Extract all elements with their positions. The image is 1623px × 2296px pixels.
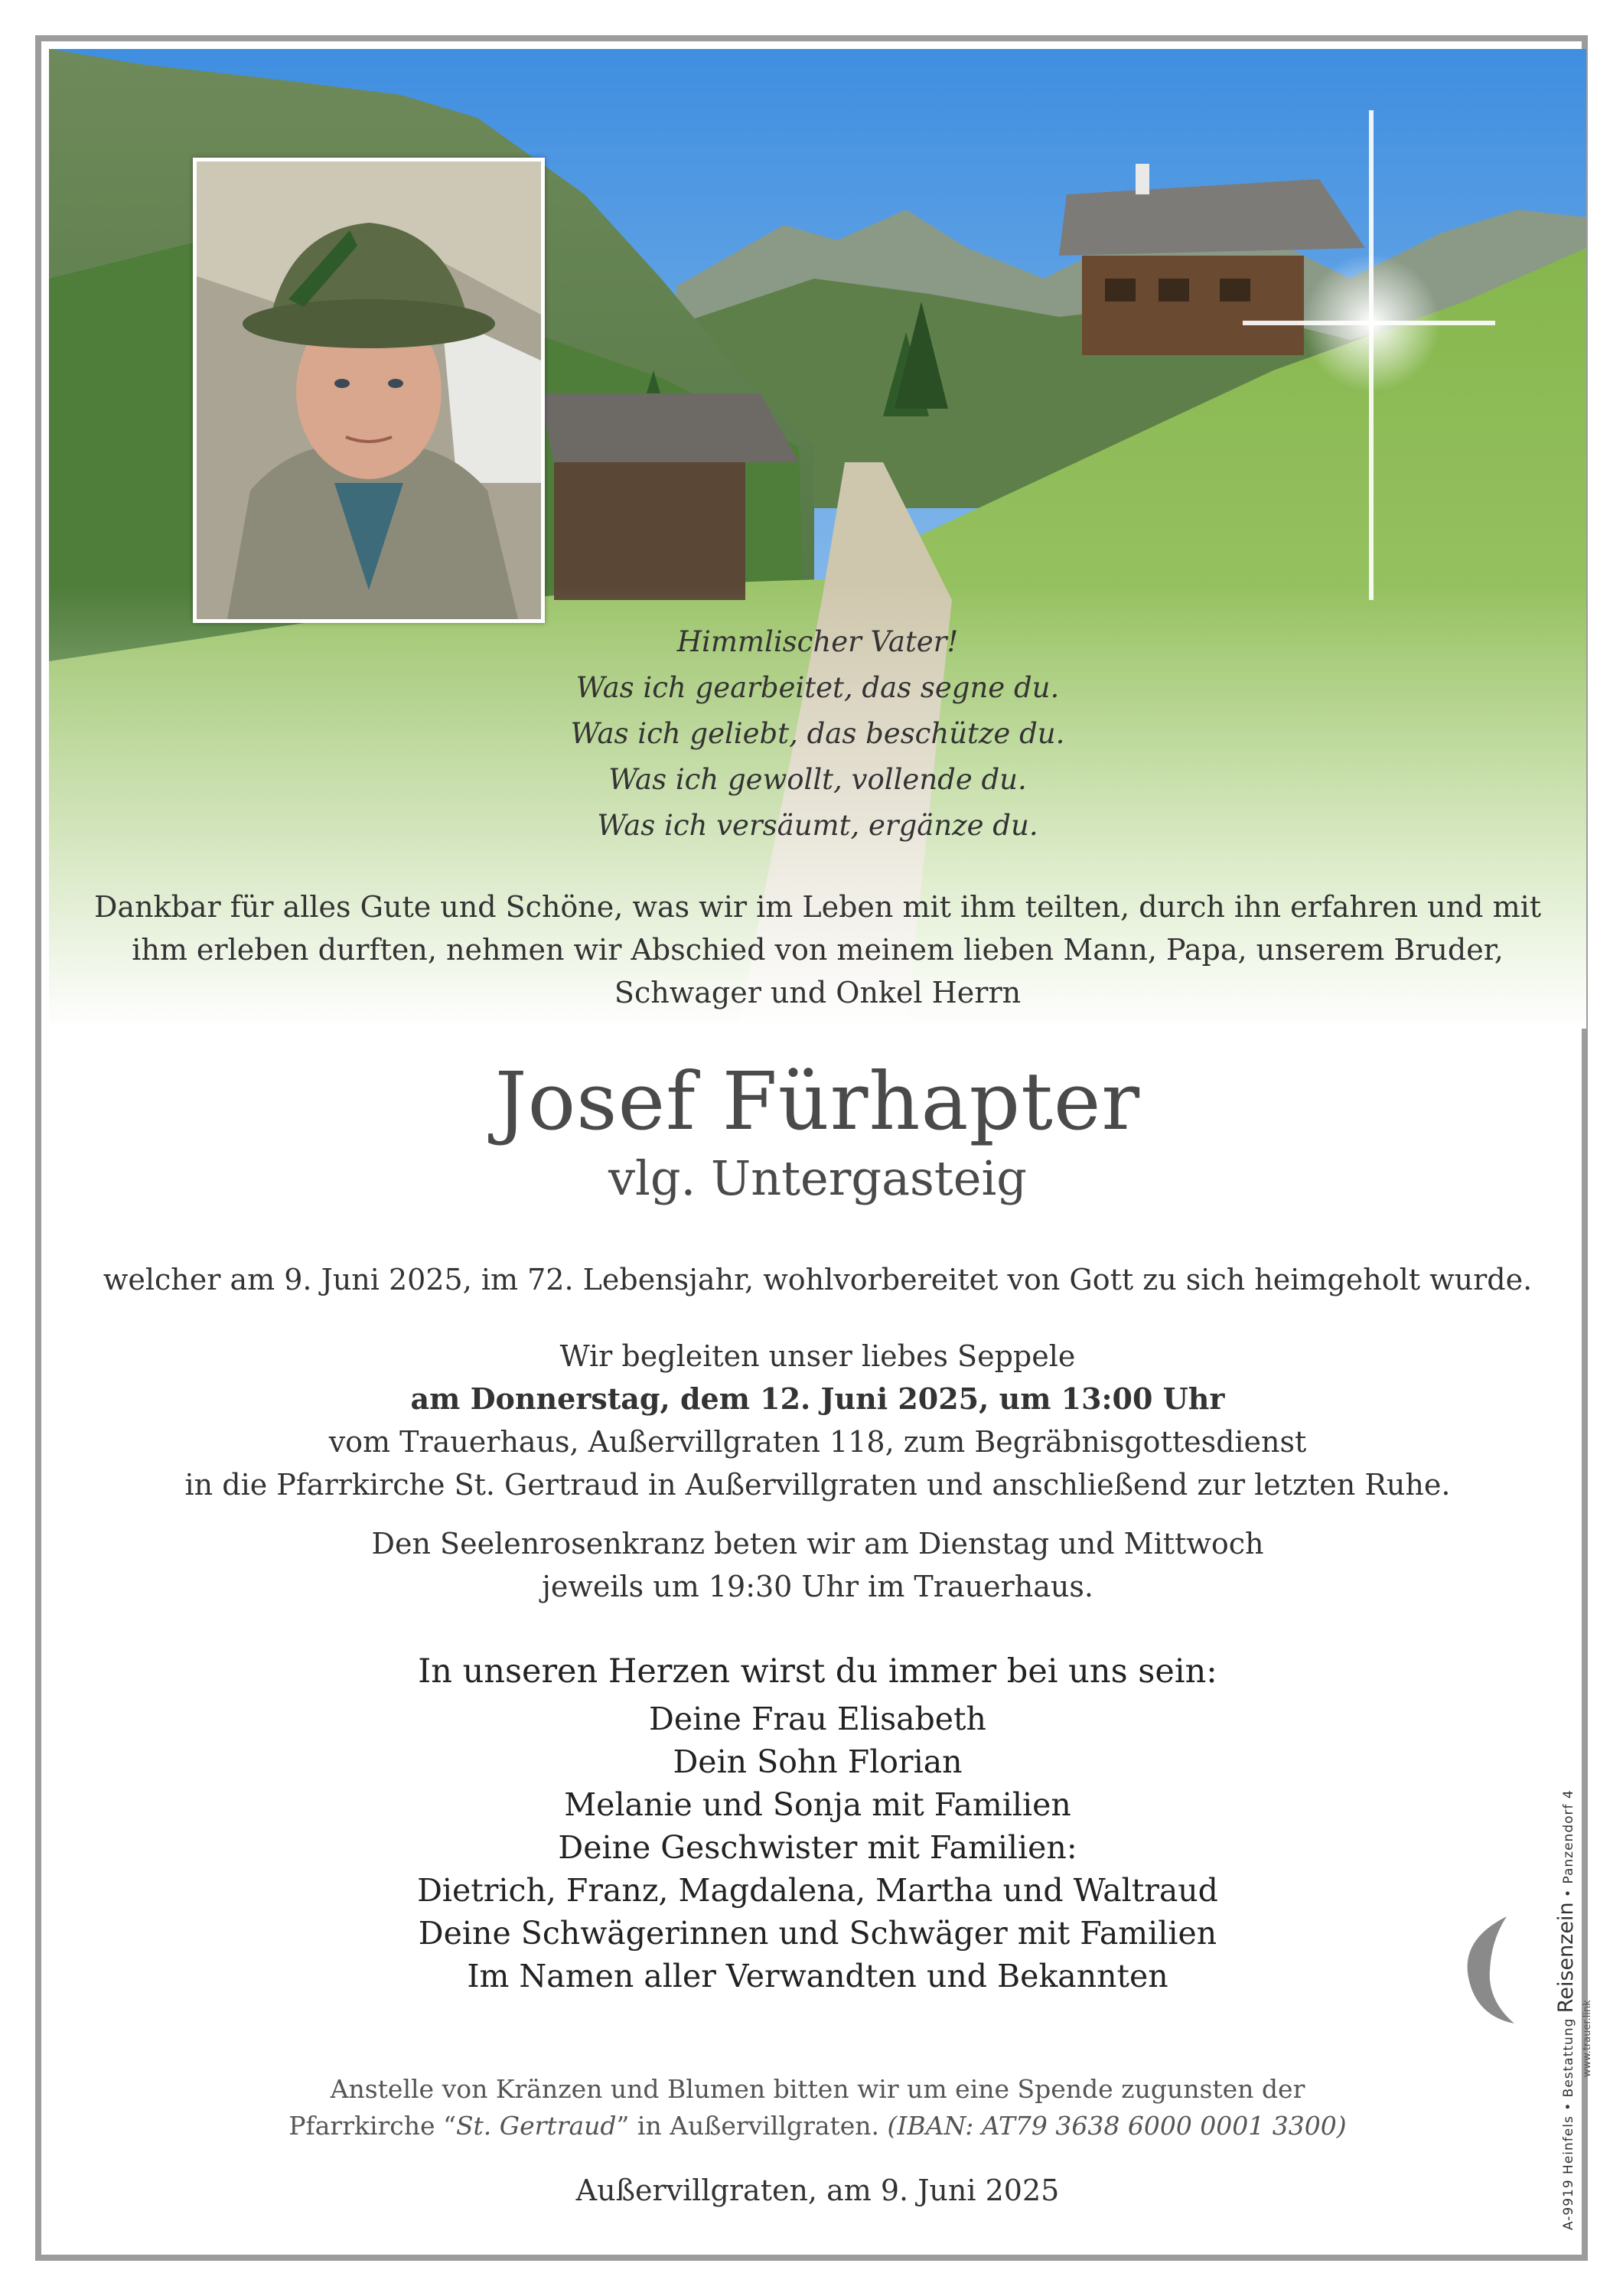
- mourner-entry: Melanie und Sonja mit Familien: [564, 1786, 1071, 1823]
- mourner-entry: Dein Sohn Florian: [673, 1743, 963, 1780]
- intro-line: Schwager und Onkel Herrn: [614, 976, 1022, 1009]
- prayer-line: Was ich gewollt, vollende du.: [608, 763, 1027, 796]
- funeral-date: am Donnerstag, dem 12. Juni 2025, um 13:00 Uhr: [410, 1381, 1225, 1416]
- rosary-notice: [41, 1522, 1594, 1608]
- portrait-photo: [193, 158, 545, 623]
- iban: (IBAN: AT79 3638 6000 0001 3300): [887, 2111, 1347, 2141]
- donation-line: Anstelle von Kränzen und Blumen bitten wir um eine Spende zugunsten der: [330, 2074, 1305, 2104]
- funeral-details: [41, 1335, 1594, 1506]
- undertaker-brand: Reisenzein: [1554, 1902, 1578, 2014]
- undertaker-address-a: A-9919 Heinfels • Bestattung: [1561, 2013, 1576, 2230]
- funeral-line: in die Pfarrkirche St. Gertraud in Außervillgraten und anschließend zur letzten Ruhe.: [184, 1468, 1451, 1502]
- deceased-vulgo: vlg. Untergasteig: [608, 1150, 1027, 1206]
- deceased-name: Josef Fürhapter: [494, 1055, 1141, 1148]
- donation-request: [41, 2071, 1594, 2144]
- mourners-list: [41, 1698, 1594, 1998]
- prayer-line: Himmlischer Vater!: [676, 625, 959, 658]
- mourner-entry: Deine Frau Elisabeth: [649, 1701, 986, 1737]
- donation-text: Pfarrkirche “: [288, 2111, 456, 2141]
- mourner-entry: Deine Geschwister mit Familien:: [558, 1829, 1077, 1866]
- mourner-entry: Deine Schwägerinnen und Schwäger mit Familien: [418, 1915, 1217, 1952]
- church-name: St. Gertraud: [455, 2111, 617, 2141]
- funeral-line: vom Trauerhaus, Außervillgraten 118, zum Begräbnisgottesdienst: [328, 1425, 1307, 1459]
- prayer-line: Was ich versäumt, ergänze du.: [597, 809, 1038, 842]
- donation-text: ” in Außervillgraten.: [616, 2111, 888, 2141]
- undertaker-address: [1554, 1789, 1578, 2230]
- undertaker-imprint: [1461, 1756, 1606, 2230]
- undertaker-address-b: • Panzendorf 4: [1561, 1789, 1576, 1903]
- undertaker-logo-icon: [1461, 1909, 1522, 2031]
- mourner-entry: Im Namen aller Verwandten und Bekannten: [467, 1958, 1168, 1994]
- intro-line: Dankbar für alles Gute und Schöne, was wir im Leben mit ihm teilten, durch ihn erfahren und mit: [93, 890, 1542, 924]
- undertaker-website[interactable]: www.trauer.link: [1582, 2000, 1593, 2077]
- donation-line-2: [41, 2108, 1594, 2144]
- mourners-heading: In unseren Herzen wirst du immer bei uns sein:: [418, 1652, 1217, 1691]
- rosary-line: jeweils um 19:30 Uhr im Trauerhaus.: [542, 1570, 1093, 1603]
- prayer-line: Was ich geliebt, das beschütze du.: [570, 717, 1065, 750]
- prayer-verse: [41, 619, 1594, 849]
- intro-text: [41, 885, 1594, 1014]
- mourner-entry: Dietrich, Franz, Magdalena, Martha und Waltraud: [417, 1872, 1218, 1909]
- rosary-line: Den Seelenrosenkranz beten wir am Dienstag und Mittwoch: [371, 1527, 1264, 1561]
- place-date: Außervillgraten, am 9. Juni 2025: [575, 2174, 1060, 2207]
- intro-line: ihm erleben durften, nehmen wir Abschied von meinem lieben Mann, Papa, unserem Bruder,: [132, 933, 1504, 967]
- prayer-line: Was ich gearbeitet, das segne du.: [575, 671, 1060, 704]
- death-notice: welcher am 9. Juni 2025, im 72. Lebensjahr, wohlvorbereitet von Gott zu sich heimgeholt wurde.: [103, 1263, 1533, 1296]
- parte-frame: [35, 35, 1593, 2261]
- funeral-line: Wir begleiten unser liebes Seppele: [559, 1339, 1076, 1373]
